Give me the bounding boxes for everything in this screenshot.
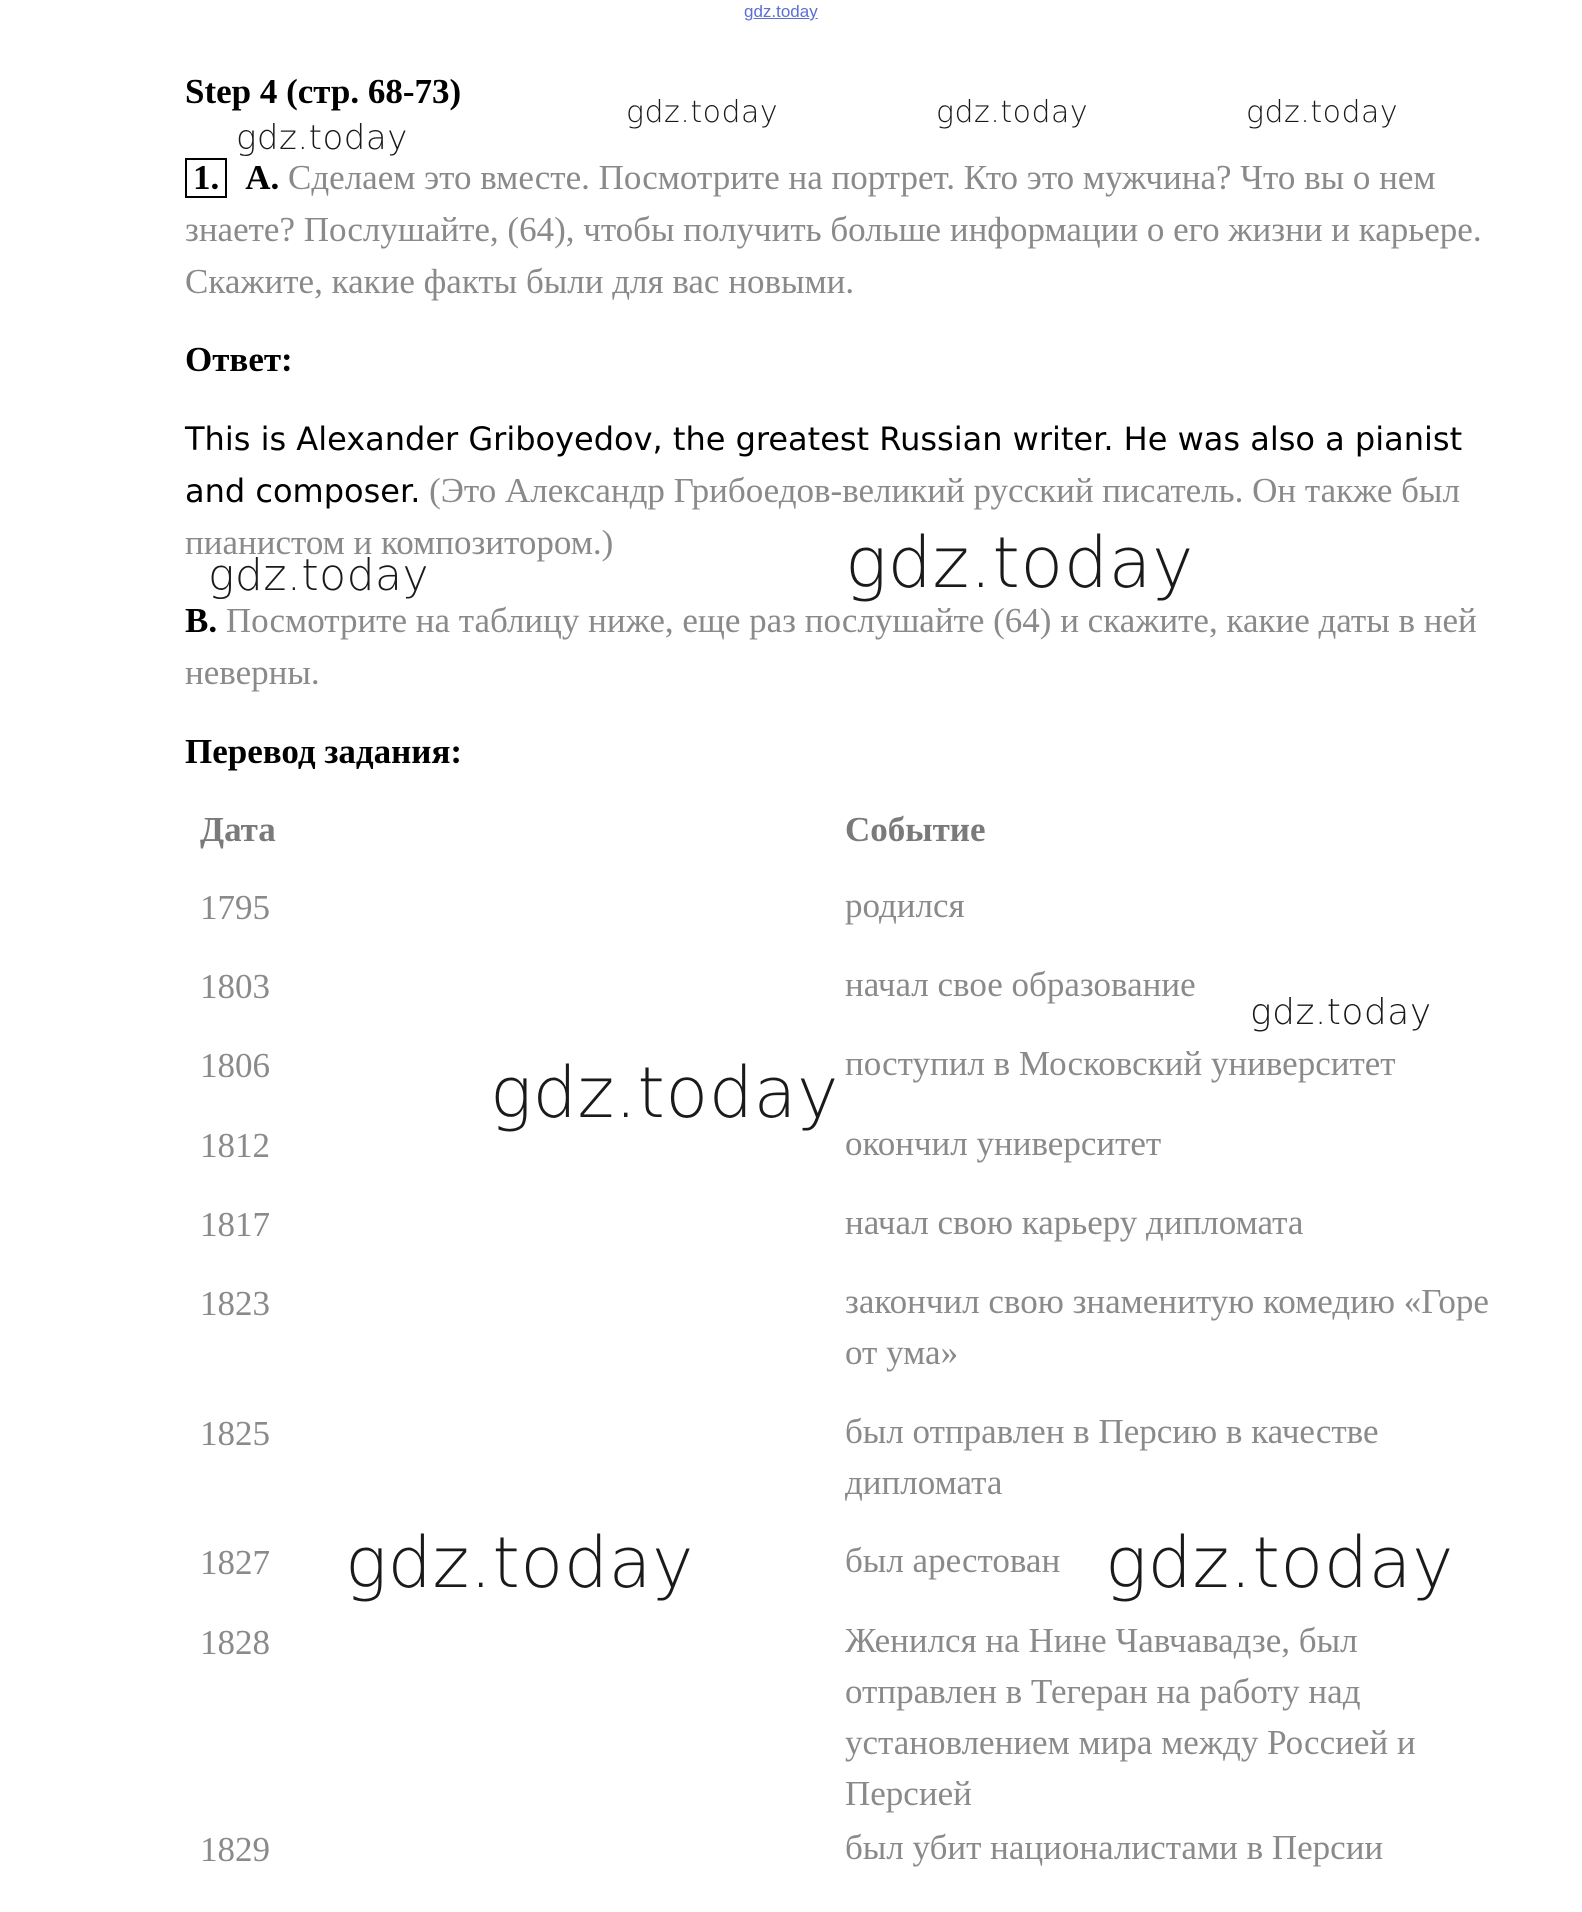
watermark: gdz.today: [1105, 1522, 1454, 1604]
watermark: gdz.today: [936, 95, 1089, 130]
task-number-box: 1.: [185, 158, 227, 198]
part-a-label: A.: [245, 158, 280, 197]
table-row-event: был арестован: [845, 1541, 1061, 1580]
table-row-event: закончил свою знаменитую комедию «Горе от ума»: [845, 1282, 1489, 1372]
table-row-date: 1803: [200, 967, 270, 1006]
part-a-text: Сделаем это вместе. Посмотрите на портрет. Кто это мужчина? Что вы о нем знаете? Послушайте, (64), чтобы получить больше информации о его жизни и карьере. Скажите, какие факты были для вас новыми.: [185, 158, 1482, 301]
watermark: gdz.today: [236, 118, 408, 158]
table-row-event: окончил университет: [845, 1124, 1162, 1163]
table-row-date: 1829: [200, 1830, 270, 1869]
site-link[interactable]: gdz.today: [744, 2, 818, 21]
table-header-event: Событие: [845, 810, 986, 849]
step-title: Step 4 (стр. 68-73): [185, 72, 462, 111]
table-row-event: родился: [845, 886, 965, 925]
watermark: gdz.today: [845, 522, 1194, 604]
table-row-date: 1828: [200, 1623, 270, 1662]
watermark: gdz.today: [490, 1052, 839, 1134]
watermark: gdz.today: [1250, 992, 1432, 1033]
table-row-event: начал свою карьеру дипломата: [845, 1203, 1304, 1242]
table-row-event: Женился на Нине Чавчавадзе, был отправлен в Тегеран на работу над установлением мира между Россией и Персией: [845, 1621, 1416, 1813]
table-row-date: 1817: [200, 1205, 270, 1244]
answer-heading: Ответ:: [185, 340, 293, 379]
part-b: [185, 595, 1485, 699]
translation-heading: Перевод задания:: [185, 732, 463, 771]
watermark: gdz.today: [626, 95, 779, 130]
table-row-date: 1825: [200, 1414, 270, 1453]
table-row-date: 1812: [200, 1126, 270, 1165]
table-row-date: 1806: [200, 1046, 270, 1085]
watermark: gdz.today: [345, 1522, 694, 1604]
part-b-text: Посмотрите на таблицу ниже, еще раз послушайте (64) и скажите, какие даты в ней неверны.: [185, 601, 1477, 692]
table-row-event: начал свое образование: [845, 965, 1196, 1004]
answer-english: This is Alexander Griboyedov, the greatest Russian writer. He was also a pianist and composer.: [185, 420, 1463, 510]
table-row-event: был убит националистами в Персии: [845, 1828, 1384, 1867]
table-row-event: был отправлен в Персию в качестве дипломата: [845, 1412, 1379, 1502]
table-header-date: Дата: [200, 810, 276, 849]
task-1-part-a: [185, 152, 1485, 308]
table-row-date: 1827: [200, 1543, 270, 1582]
table-row-event: поступил в Московский университет: [845, 1044, 1396, 1083]
part-b-label: B.: [185, 601, 218, 640]
watermark: gdz.today: [208, 550, 430, 601]
table-row-date: 1795: [200, 888, 270, 927]
answer-paragraph: [185, 413, 1485, 569]
table-row-date: 1823: [200, 1284, 270, 1323]
watermark: gdz.today: [1246, 95, 1399, 130]
answer-russian: (Это Александр Грибоедов-великий русский писатель. Он также был пианистом и композитором.): [185, 471, 1460, 562]
